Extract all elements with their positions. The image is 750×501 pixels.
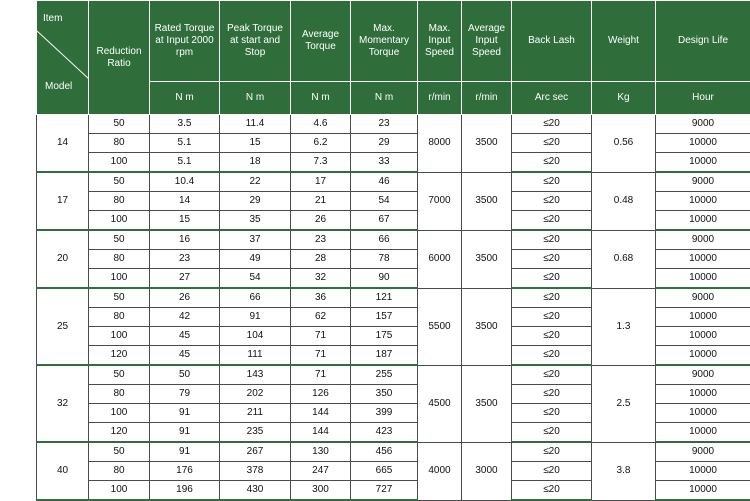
average-torque-cell: 6.2 [291, 134, 351, 153]
max-momentary-torque-cell: 665 [351, 462, 418, 481]
rated-torque-cell: 16 [150, 230, 220, 250]
model-cell: 32 [37, 365, 89, 442]
design-life-cell: 9000 [656, 230, 750, 250]
max-momentary-torque-cell: 350 [351, 385, 418, 404]
back-lash-cell: ≤20 [512, 327, 592, 346]
peak-torque-cell: 235 [220, 423, 291, 443]
average-torque-cell: 36 [291, 288, 351, 308]
peak-torque-cell: 267 [220, 442, 291, 462]
back-lash-cell: ≤20 [512, 481, 592, 501]
rated-torque-cell: 45 [150, 327, 220, 346]
design-life-header: Design Life [656, 1, 750, 82]
rated-torque-cell: 79 [150, 385, 220, 404]
model-cell: 40 [37, 442, 89, 500]
ratio-cell: 100 [89, 404, 150, 423]
average-input-speed-header: Average Input Speed [462, 1, 512, 82]
peak-torque-cell: 54 [220, 269, 291, 289]
rated-torque-cell: 3.5 [150, 115, 220, 134]
rated-torque-cell: 27 [150, 269, 220, 289]
max-momentary-torque-cell: 255 [351, 365, 418, 385]
rated-torque-cell: 5.1 [150, 153, 220, 173]
table-row [37, 172, 750, 192]
design-life-cell: 10000 [656, 153, 750, 173]
back-lash-cell: ≤20 [512, 423, 592, 443]
max-input-speed-cell: 4000 [418, 442, 462, 500]
average-input-speed-cell: 3500 [462, 365, 512, 442]
back-lash-cell: ≤20 [512, 462, 592, 481]
average-torque-cell: 300 [291, 481, 351, 501]
average-torque-cell: 4.6 [291, 115, 351, 134]
peak-torque-cell: 29 [220, 192, 291, 211]
rated-torque-cell: 42 [150, 308, 220, 327]
max-momentary-torque-cell: 399 [351, 404, 418, 423]
ratio-cell: 80 [89, 250, 150, 269]
back-lash-cell: ≤20 [512, 211, 592, 231]
rated-torque-unit: N m [150, 81, 220, 114]
peak-torque-header: Peak Torque at start and Stop [220, 1, 291, 82]
item-label: Item [43, 13, 62, 25]
max-momentary-torque-cell: 46 [351, 172, 418, 192]
design-life-cell: 9000 [656, 288, 750, 308]
ratio-cell: 50 [89, 365, 150, 385]
model-label: Model [45, 81, 72, 93]
ratio-cell: 100 [89, 153, 150, 173]
max-momentary-torque-cell: 90 [351, 269, 418, 289]
max-momentary-torque-cell: 456 [351, 442, 418, 462]
design-life-cell: 9000 [656, 442, 750, 462]
rated-torque-cell: 91 [150, 423, 220, 443]
ratio-cell: 50 [89, 288, 150, 308]
design-life-cell: 10000 [656, 192, 750, 211]
design-life-cell: 10000 [656, 423, 750, 443]
back-lash-cell: ≤20 [512, 192, 592, 211]
design-life-cell: 9000 [656, 365, 750, 385]
reduction-ratio-header: Reduction Ratio [89, 1, 150, 115]
average-torque-cell: 26 [291, 211, 351, 231]
weight-cell: 3.8 [592, 442, 656, 500]
back-lash-cell: ≤20 [512, 365, 592, 385]
max-momentary-torque-cell: 66 [351, 230, 418, 250]
max-momentary-torque-cell: 23 [351, 115, 418, 134]
item-model-header [37, 1, 89, 115]
max-input-speed-cell: 7000 [418, 172, 462, 230]
max-input-speed-header: Max. Input Speed [418, 1, 462, 82]
average-torque-cell: 247 [291, 462, 351, 481]
peak-torque-cell: 91 [220, 308, 291, 327]
peak-torque-cell: 211 [220, 404, 291, 423]
design-life-cell: 10000 [656, 346, 750, 366]
design-life-cell: 10000 [656, 327, 750, 346]
average-torque-cell: 130 [291, 442, 351, 462]
rated-torque-cell: 26 [150, 288, 220, 308]
weight-cell: 0.68 [592, 230, 656, 288]
max-input-speed-cell: 6000 [418, 230, 462, 288]
max-momentary-torque-cell: 29 [351, 134, 418, 153]
design-life-cell: 9000 [656, 172, 750, 192]
average-input-speed-cell: 3500 [462, 115, 512, 173]
table-row [37, 115, 750, 134]
max-momentary-torque-cell: 67 [351, 211, 418, 231]
weight-cell: 1.3 [592, 288, 656, 365]
rated-torque-cell: 5.1 [150, 134, 220, 153]
back-lash-cell: ≤20 [512, 442, 592, 462]
average-torque-cell: 126 [291, 385, 351, 404]
average-torque-cell: 21 [291, 192, 351, 211]
rated-torque-cell: 50 [150, 365, 220, 385]
back-lash-cell: ≤20 [512, 308, 592, 327]
rated-torque-cell: 45 [150, 346, 220, 366]
max-momentary-torque-cell: 121 [351, 288, 418, 308]
average-torque-cell: 17 [291, 172, 351, 192]
back-lash-cell: ≤20 [512, 346, 592, 366]
back-lash-cell: ≤20 [512, 269, 592, 289]
ratio-cell: 80 [89, 462, 150, 481]
average-input-speed-unit: r/min [462, 81, 512, 114]
max-input-speed-cell: 4500 [418, 365, 462, 442]
max-momentary-torque-cell: 78 [351, 250, 418, 269]
peak-torque-cell: 378 [220, 462, 291, 481]
weight-unit: Kg [592, 81, 656, 114]
rated-torque-cell: 176 [150, 462, 220, 481]
table-row [37, 230, 750, 250]
weight-cell: 2.5 [592, 365, 656, 442]
ratio-cell: 120 [89, 346, 150, 366]
peak-torque-cell: 22 [220, 172, 291, 192]
design-life-cell: 10000 [656, 211, 750, 231]
ratio-cell: 80 [89, 308, 150, 327]
back-lash-cell: ≤20 [512, 134, 592, 153]
peak-torque-cell: 35 [220, 211, 291, 231]
max-momentary-torque-cell: 157 [351, 308, 418, 327]
weight-cell: 0.56 [592, 115, 656, 173]
peak-torque-cell: 37 [220, 230, 291, 250]
table-row [37, 288, 750, 308]
ratio-cell: 80 [89, 134, 150, 153]
back-lash-cell: ≤20 [512, 250, 592, 269]
peak-torque-cell: 15 [220, 134, 291, 153]
average-torque-cell: 32 [291, 269, 351, 289]
peak-torque-cell: 143 [220, 365, 291, 385]
max-input-speed-unit: r/min [418, 81, 462, 114]
average-torque-cell: 71 [291, 327, 351, 346]
design-life-cell: 10000 [656, 462, 750, 481]
peak-torque-cell: 49 [220, 250, 291, 269]
average-input-speed-cell: 3500 [462, 172, 512, 230]
rated-torque-cell: 14 [150, 192, 220, 211]
weight-cell: 0.48 [592, 172, 656, 230]
header-row [37, 1, 750, 82]
average-torque-header: Average Torque [291, 1, 351, 82]
ratio-cell: 100 [89, 327, 150, 346]
ratio-cell: 100 [89, 269, 150, 289]
average-torque-cell: 144 [291, 423, 351, 443]
design-life-cell: 10000 [656, 134, 750, 153]
ratio-cell: 120 [89, 423, 150, 443]
peak-torque-cell: 111 [220, 346, 291, 366]
peak-torque-cell: 66 [220, 288, 291, 308]
ratio-cell: 80 [89, 192, 150, 211]
rated-torque-cell: 10.4 [150, 172, 220, 192]
max-input-speed-cell: 5500 [418, 288, 462, 365]
design-life-unit: Hour [656, 81, 750, 114]
average-torque-cell: 28 [291, 250, 351, 269]
rated-torque-cell: 23 [150, 250, 220, 269]
peak-torque-unit: N m [220, 81, 291, 114]
table-row [37, 365, 750, 385]
max-momentary-torque-cell: 727 [351, 481, 418, 501]
max-momentary-torque-cell: 33 [351, 153, 418, 173]
max-input-speed-cell: 8000 [418, 115, 462, 173]
model-cell: 25 [37, 288, 89, 365]
max-momentary-torque-cell: 175 [351, 327, 418, 346]
rated-torque-cell: 196 [150, 481, 220, 501]
back-lash-cell: ≤20 [512, 153, 592, 173]
ratio-cell: 80 [89, 385, 150, 404]
average-torque-cell: 23 [291, 230, 351, 250]
back-lash-unit: Arc sec [512, 81, 592, 114]
max-momentary-torque-cell: 54 [351, 192, 418, 211]
back-lash-cell: ≤20 [512, 404, 592, 423]
average-torque-unit: N m [291, 81, 351, 114]
average-input-speed-cell: 3500 [462, 288, 512, 365]
spec-table [36, 0, 750, 501]
model-cell: 20 [37, 230, 89, 288]
ratio-cell: 50 [89, 115, 150, 134]
design-life-cell: 10000 [656, 481, 750, 501]
design-life-cell: 10000 [656, 385, 750, 404]
peak-torque-cell: 104 [220, 327, 291, 346]
model-cell: 14 [37, 115, 89, 173]
ratio-cell: 100 [89, 481, 150, 501]
spec-table-body [37, 115, 750, 501]
average-torque-cell: 71 [291, 365, 351, 385]
rated-torque-cell: 91 [150, 442, 220, 462]
rated-torque-cell: 15 [150, 211, 220, 231]
peak-torque-cell: 202 [220, 385, 291, 404]
max-momentary-torque-unit: N m [351, 81, 418, 114]
back-lash-header: Back Lash [512, 1, 592, 82]
design-life-cell: 10000 [656, 404, 750, 423]
back-lash-cell: ≤20 [512, 288, 592, 308]
peak-torque-cell: 18 [220, 153, 291, 173]
average-torque-cell: 62 [291, 308, 351, 327]
design-life-cell: 9000 [656, 115, 750, 134]
table-row [37, 442, 750, 462]
ratio-cell: 50 [89, 230, 150, 250]
model-cell: 17 [37, 172, 89, 230]
max-momentary-torque-cell: 423 [351, 423, 418, 443]
average-torque-cell: 144 [291, 404, 351, 423]
average-torque-cell: 7.3 [291, 153, 351, 173]
rated-torque-header: Rated Torque at Input 2000 rpm [150, 1, 220, 82]
design-life-cell: 10000 [656, 308, 750, 327]
weight-header: Weight [592, 1, 656, 82]
ratio-cell: 100 [89, 211, 150, 231]
average-input-speed-cell: 3500 [462, 230, 512, 288]
average-torque-cell: 71 [291, 346, 351, 366]
back-lash-cell: ≤20 [512, 230, 592, 250]
back-lash-cell: ≤20 [512, 115, 592, 134]
back-lash-cell: ≤20 [512, 385, 592, 404]
ratio-cell: 50 [89, 172, 150, 192]
max-momentary-torque-header: Max. Momentary Torque [351, 1, 418, 82]
average-input-speed-cell: 3000 [462, 442, 512, 500]
design-life-cell: 10000 [656, 250, 750, 269]
rated-torque-cell: 91 [150, 404, 220, 423]
back-lash-cell: ≤20 [512, 172, 592, 192]
peak-torque-cell: 11.4 [220, 115, 291, 134]
design-life-cell: 10000 [656, 269, 750, 289]
peak-torque-cell: 430 [220, 481, 291, 501]
ratio-cell: 50 [89, 442, 150, 462]
max-momentary-torque-cell: 187 [351, 346, 418, 366]
